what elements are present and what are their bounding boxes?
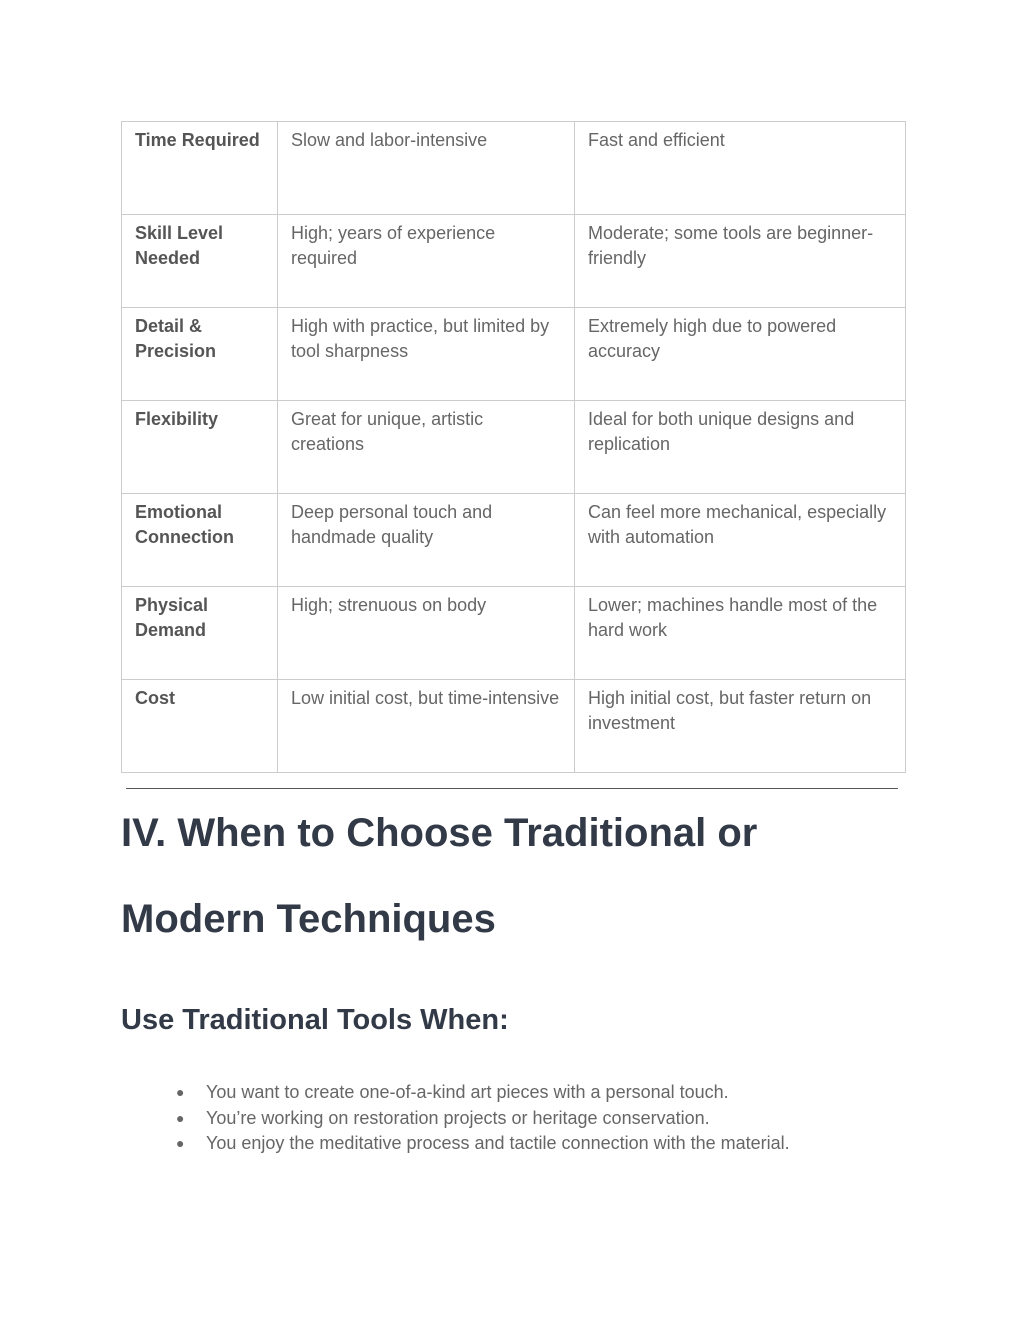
modern-cell: Lower; machines handle most of the hard work (575, 587, 906, 680)
list-item (174, 1131, 954, 1157)
traditional-cell: Slow and labor-intensive (278, 122, 575, 215)
traditional-cell: High; years of experience required (278, 215, 575, 308)
row-label: Emotional Connection (122, 494, 278, 587)
comparison-table-container (121, 121, 905, 773)
bullet-icon: ● (176, 1109, 185, 1126)
table-row (122, 122, 906, 215)
traditional-cell: High; strenuous on body (278, 587, 575, 680)
row-label: Detail & Precision (122, 308, 278, 401)
table-row (122, 215, 906, 308)
table-row (122, 587, 906, 680)
modern-cell: Fast and efficient (575, 122, 906, 215)
modern-cell: Can feel more mechanical, especially with automation (575, 494, 906, 587)
traditional-cell: Low initial cost, but time-intensive (278, 680, 575, 773)
traditional-cell: Great for unique, artistic creations (278, 401, 575, 494)
row-label: Cost (122, 680, 278, 773)
bullet-icon: ● (176, 1135, 185, 1151)
row-label: Skill Level Needed (122, 215, 278, 308)
table-row (122, 680, 906, 773)
modern-cell: Ideal for both unique designs and replication (575, 401, 906, 494)
list-item-text: You enjoy the meditative process and tactile connection with the material. (206, 1133, 790, 1153)
modern-cell: High initial cost, but faster return on investment (575, 680, 906, 773)
modern-cell: Moderate; some tools are beginner-friendly (575, 215, 906, 308)
traditional-cell: High with practice, but limited by tool sharpness (278, 308, 575, 401)
table-row (122, 401, 906, 494)
modern-cell: Extremely high due to powered accuracy (575, 308, 906, 401)
bullet-list (174, 1080, 954, 1157)
row-label: Physical Demand (122, 587, 278, 680)
row-label: Flexibility (122, 401, 278, 494)
subheading: Use Traditional Tools When: (121, 1004, 509, 1036)
traditional-cell: Deep personal touch and handmade quality (278, 494, 575, 587)
section-title: IV. When to Choose Traditional or Modern Techniques (121, 811, 758, 941)
bullet-icon: ● (176, 1084, 185, 1100)
list-item-text: You’re working on restoration projects or heritage conservation. (206, 1107, 710, 1128)
comparison-table (121, 121, 906, 773)
list-item-text: You want to create one-of-a-kind art pieces with a personal touch. (206, 1082, 729, 1102)
list-item (174, 1106, 954, 1132)
row-label: Time Required (122, 122, 278, 215)
horizontal-divider (126, 788, 898, 789)
table-row (122, 308, 906, 401)
table-row (122, 494, 906, 587)
list-item (174, 1080, 954, 1106)
